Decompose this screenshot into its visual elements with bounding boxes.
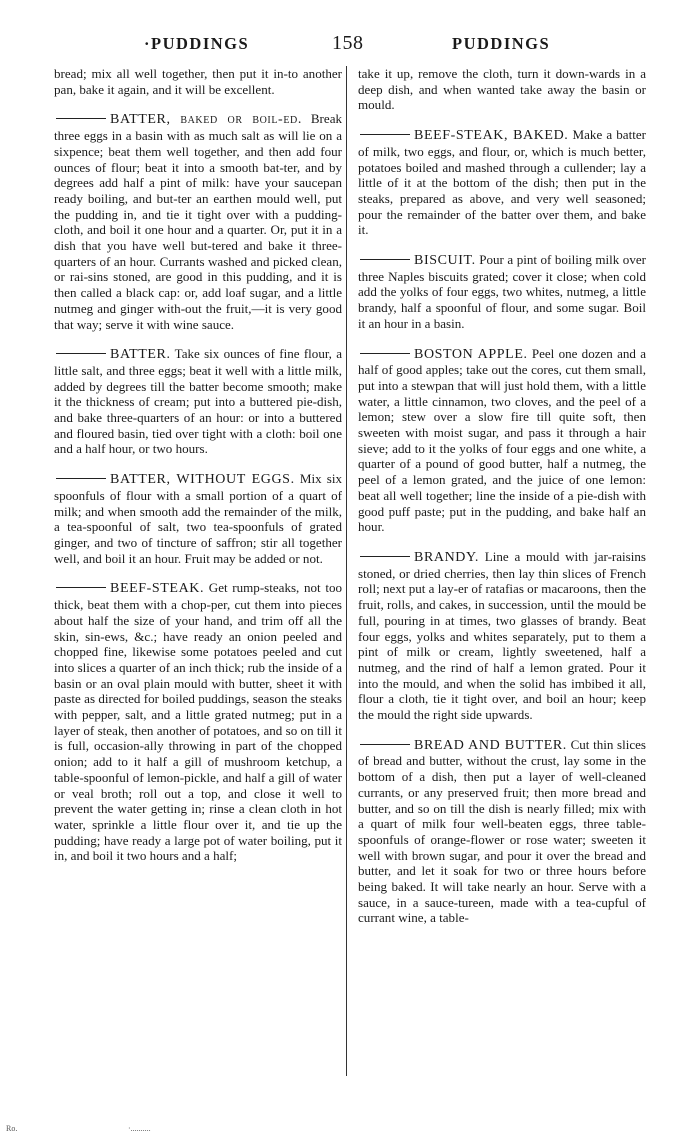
ditto-dash bbox=[360, 259, 410, 260]
recipe-entry bbox=[358, 737, 646, 926]
recipe-entry bbox=[54, 580, 342, 864]
ditto-dash bbox=[360, 744, 410, 745]
ditto-dash bbox=[360, 556, 410, 557]
footer-mark-left: Ro. bbox=[6, 1124, 18, 1133]
recipe-entry bbox=[54, 111, 342, 332]
ditto-dash bbox=[360, 134, 410, 135]
ditto-dash bbox=[56, 353, 106, 354]
recipe-title: BEEF-STEAK. bbox=[110, 581, 205, 597]
ditto-dash bbox=[56, 587, 106, 588]
recipe-title: BRANDY. bbox=[414, 549, 480, 565]
recipe-text: Break three eggs in a basin with as much salt as will lie on a sixpence; beat them well together, and then add four ounces of flour; beat it into a smooth bat-ter, and by degrees add half a pint of milk: have your saucepan ready boiling, and but-ter an earthen mould well, put the pudding in, and tie it tight over with a pudding-cloth, and boil it one hour and a quarter. Or, put it in a dish that you have well but-tered and bake it three-quarters of an hour. Currants washed and picked clean, or rai-sins stoned, are good in this pudding, and it is then called a black cap: or, add loaf sugar, and a little nutmeg and ginger with-out the fruit,—it is very good that way; serve it with wine sauce. bbox=[54, 111, 343, 332]
recipe-entry bbox=[358, 127, 646, 238]
recipe-title: BOSTON APPLE. bbox=[414, 346, 528, 362]
recipe-text: Pour a pint of boiling milk over three Naples biscuits grated; cover it close; when cold add the yolks of four eggs, two whites, nutmeg, a little brandy, half a spoonful of flour, and some sugar. Boil it an hour in a basin. bbox=[358, 252, 646, 331]
recipe-text: Take six ounces of fine flour, a little salt, and three eggs; beat it well with a little milk, added by degrees till the batter become smooth; make it the thickness of cream; put into a buttered pie-dish, and bake three-quarters of an hour: or into a buttered and floured basin, tied over tight with a cloth: boil one and a half hour, or two hours. bbox=[54, 346, 342, 457]
recipe-text: Peel one dozen and a half of good apples; take out the cores, cut them small, put into a stewpan that will just hold them, with a little water, a little cinnamon, two cloves, and the peel of a lemon; stew over a slow fire till quite soft, then sweeten with moist sugar, and pass it through a hair sieve; add to it the yolks of four eggs and one white, a quarter of a pound of good butter, half a nutmeg, the peel of a lemon grated, and the juice of one lemon: beat all well together; line the inside of a pie-dish with good puff paste; put in the pudding, and bake half an hour. bbox=[358, 345, 646, 535]
recipe-entry bbox=[54, 471, 342, 566]
ditto-dash bbox=[56, 118, 106, 119]
recipe-text: Mix six spoonfuls of flour with a small portion of a quart of milk; and when smooth add the remainder of the milk, a tea-spoonful of salt, two tea-spoonfuls of grated ginger, and two of tincture of saffron; stir all together well, and boil it an hour. Fruit may be added or not. bbox=[54, 471, 342, 566]
recipe-title: BEEF-STEAK, BAKED. bbox=[414, 128, 569, 144]
ditto-dash bbox=[360, 353, 410, 354]
recipe-entry bbox=[358, 549, 646, 723]
recipe-text: Get rump-steaks, not too thick, beat them with a chop-per, cut them into pieces about half the size of your hand, and trim off all the skin, sin-ews, &c.; have ready an onion peeled and chopped fine, likewise some potatoes peeled and cut into slices a quarter of an inch thick; rub the inside of a basin or an oval plain mould with butter, sheet it with paste as directed for boiled puddings, season the steaks with pepper, salt, and a little grated nutmeg; put in a layer of steak, then another of potatoes, and so on till it is full, occasion-ally throwing in part of the chopped onion; add to it half a gill of mushroom ketchup, a table-spoonful of lemon-pickle, and half a gill of water or veal broth; roll out a top, and close it well to prevent the water getting in; rinse a clean cloth in hot water, sprinkle a little flour over it, and tie up the pudding; have ready a large pot of water boiling, put it in, and boil it two hours and a half; bbox=[54, 580, 342, 864]
page-number: 158 bbox=[332, 32, 364, 54]
recipe-title: BATTER. bbox=[110, 347, 171, 363]
header-left-title: ·PUDDINGS bbox=[144, 34, 250, 53]
recipe-title: BATTER, baked or boil-ed. bbox=[110, 112, 302, 128]
recipe-entry bbox=[358, 252, 646, 332]
ditto-dash bbox=[56, 478, 106, 479]
header-right-title: PUDDINGS bbox=[452, 34, 551, 53]
continued-text: take it up, remove the cloth, turn it down-wards in a deep dish, and when wanted take away the basin or mould. bbox=[358, 66, 646, 113]
recipe-text: Make a batter of milk, two eggs, and flour, or, which is much better, potatoes boiled and mashed through a cullender; lay a little of it at the bottom of the dish; then put in the steaks, prepared as above, and very well seasoned; pour the remainder of the batter over them, and bake it. bbox=[358, 127, 646, 238]
running-header bbox=[50, 34, 650, 58]
recipe-text: Cut thin slices of bread and butter, without the crust, lay some in the bottom of a dish, then put a layer of well-cleaned currants, or any preserved fruit; then more bread and butter, and so on till the dish is nearly filled; mix with a quart of milk four well-beaten eggs, three table-spoonfuls of orange-flower or rose water; sweeten it well with brown sugar, and pour it over the bread and butter, and let it soak for two or three hours before being baked. It will take nearly an hour. Serve with a sauce, in a sauce-tureen, made with a tea-cupful of currant wine, a table- bbox=[358, 736, 646, 926]
recipe-entry bbox=[358, 346, 646, 535]
recipe-title: BREAD AND BUTTER. bbox=[414, 737, 567, 753]
column-divider bbox=[346, 66, 347, 1076]
recipe-title: BATTER, WITHOUT EGGS. bbox=[110, 472, 295, 488]
continued-text: bread; mix all well together, then put it in-to another pan, bake it again, and it will be excellent. bbox=[54, 66, 342, 97]
recipe-entry bbox=[54, 346, 342, 457]
recipe-text: Line a mould with jar-raisins stoned, or dried cherries, then lay thin slices of French roll; next put a lay-er of ratafias or macaroons, then the fruit, rolls, and cakes, in succession, until the mould be full, pouring in at times, two glasses of brandy. Beat four eggs, yolks and whites separately, put to them a pint of milk or cream, lightly sweetened, half a nutmeg, and the rind of half a lemon grated. Pour it into the mould, and when the solid has imbibed it all, flour a cloth, tie it tight over, and boil an hour; keep the mould the right side upwards. bbox=[358, 548, 647, 723]
recipe-title: BISCUIT. bbox=[414, 253, 476, 269]
left-column bbox=[54, 66, 342, 864]
footer-mark-right: ·.......... bbox=[128, 1124, 151, 1133]
right-column bbox=[358, 66, 646, 926]
